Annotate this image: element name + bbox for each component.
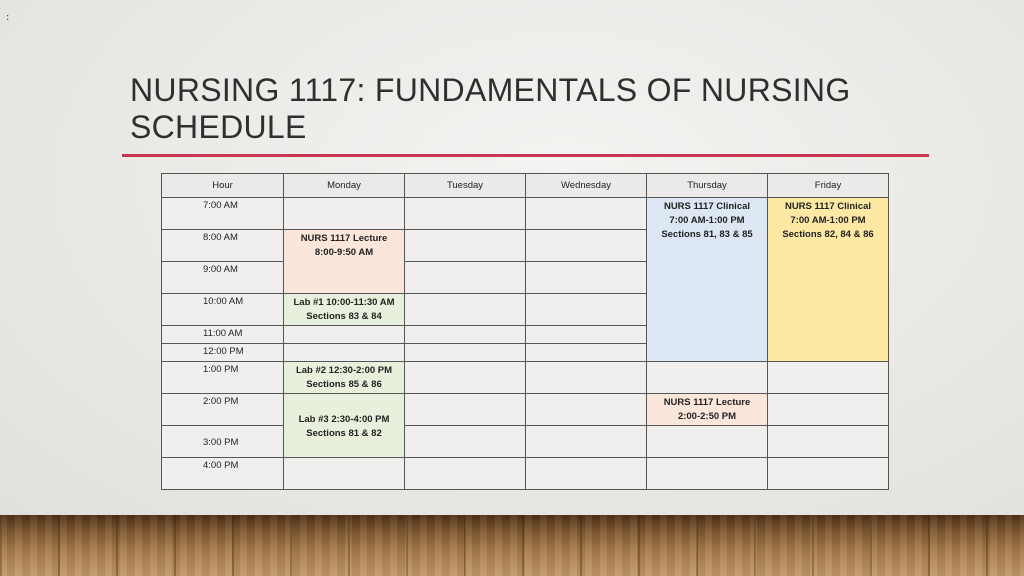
event-title: Lab #3 2:30-4:00 PM [298,413,390,425]
tuesday-cell [405,362,526,394]
event-title: NURS 1117 Lecture [663,397,751,408]
event-time: 7:00 AM-1:00 PM [790,215,866,226]
wednesday-cell [526,198,647,230]
friday-clinical-block [768,198,889,362]
table-row [162,198,889,230]
wednesday-cell [526,394,647,426]
event-title: NURS 1117 Lecture [300,233,388,244]
event-title: Lab #2 12:30-2:00 PM [295,365,393,376]
table-row [162,362,889,394]
friday-cell [768,394,889,426]
monday-cell [284,198,405,230]
wednesday-cell [526,326,647,344]
header-hour: Hour [162,174,284,198]
monday-lecture-block [284,230,405,294]
friday-cell [768,362,889,394]
hour-cell: 9:00 AM [162,262,284,294]
wednesday-cell [526,262,647,294]
tuesday-cell [405,344,526,362]
tuesday-cell [405,230,526,262]
table-row [162,458,889,490]
tuesday-cell [405,326,526,344]
slide-title: NURSING 1117: FUNDAMENTALS OF NURSING SCHEDULE [130,72,851,145]
wednesday-cell [526,362,647,394]
wednesday-cell [526,426,647,458]
tuesday-cell [405,262,526,294]
header-monday: Monday [284,174,405,198]
friday-cell [768,458,889,490]
thursday-cell [647,362,768,394]
event-title: NURS 1117 Clinical [784,201,872,212]
hour-cell: 4:00 PM [162,458,284,490]
table-row [162,394,889,426]
monday-cell [284,458,405,490]
wednesday-cell [526,230,647,262]
hour-cell: 1:00 PM [162,362,284,394]
hour-cell: 12:00 PM [162,344,284,362]
event-sections: Sections 81 & 82 [306,427,382,439]
tuesday-cell [405,198,526,230]
event-time: 7:00 AM-1:00 PM [669,215,745,226]
corner-mark: : [6,12,10,23]
monday-lab1-block [284,294,405,326]
title-underline [122,154,929,157]
event-title: Lab #1 10:00-11:30 AM [293,297,395,308]
hour-cell: 8:00 AM [162,230,284,262]
header-friday: Friday [768,174,889,198]
tuesday-cell [405,394,526,426]
wednesday-cell [526,458,647,490]
event-sections: Sections 83 & 84 [306,311,382,322]
thursday-cell [647,458,768,490]
event-title: NURS 1117 Clinical [663,201,751,212]
tuesday-cell [405,294,526,326]
header-tuesday: Tuesday [405,174,526,198]
monday-cell [284,326,405,344]
tuesday-cell [405,458,526,490]
thursday-lecture-block [647,394,768,426]
event-sections: Sections 85 & 86 [306,379,382,390]
wednesday-cell [526,294,647,326]
hour-cell: 10:00 AM [162,294,284,326]
monday-cell [284,344,405,362]
wood-floor-grain [0,515,1024,576]
event-sections: Sections 81, 83 & 85 [661,229,753,240]
table-row [162,426,889,458]
hour-cell: 7:00 AM [162,198,284,230]
event-time: 8:00-9:50 AM [314,247,374,258]
monday-lab2-block [284,362,405,394]
schedule-table [161,173,889,490]
header-wednesday: Wednesday [526,174,647,198]
friday-cell [768,426,889,458]
wednesday-cell [526,344,647,362]
header-thursday: Thursday [647,174,768,198]
event-time: 2:00-2:50 PM [677,411,737,422]
event-sections: Sections 82, 84 & 86 [782,229,874,240]
hour-cell: 3:00 PM [162,426,284,458]
tuesday-cell [405,426,526,458]
hour-cell: 11:00 AM [162,326,284,344]
thursday-cell [647,426,768,458]
hour-cell: 2:00 PM [162,394,284,426]
monday-lab3-block [284,394,405,458]
header-row [162,174,889,198]
thursday-clinical-block [647,198,768,362]
